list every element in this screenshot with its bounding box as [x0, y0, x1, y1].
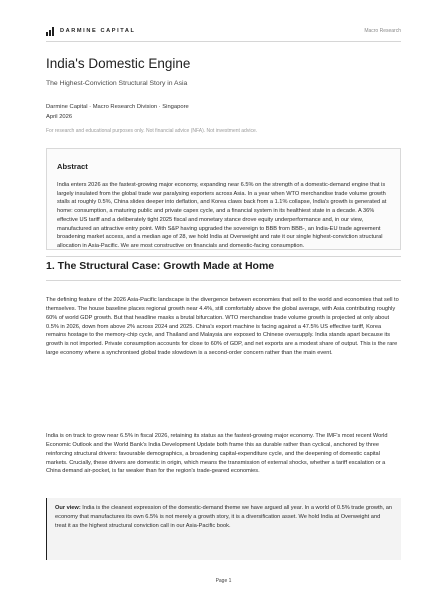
page-number: Page 1: [215, 578, 232, 584]
bar-chart-logo-icon: [46, 27, 54, 36]
header-divider: [46, 41, 401, 42]
section-heading: 1. The Structural Case: Growth Made at Home: [46, 260, 275, 272]
brand: [46, 27, 135, 36]
abstract-text: India enters 2026 as the fastest-growing major economy, expanding near 6.5% on the strength of a domestic-demand engine that is largely insulated from the global trade war paralysing exporters across Asia. In a year when WTO merchandise trade volume growth stalls at roughly 0.5%, China slides deeper into deflation, and Korea claws back from a 1.1% collapse, India's growth is generated at home: consumption, a maturing public and private capex cycle, and a financial system in its healthiest state in a decade. A 36% effective US tariff and a deliberately tight 2025 fiscal and monetary stance drove equity underperformance and, in our view, manufactured an attractive entry point. With S&P having upgraded the sovereign to BBB from BBB-, an India-EU trade agreement broadening market access, and a median age of 28, we hold India at Overweight and rate it our single highest-conviction structural allocation in Asia-Pacific. We are most constructive on financials and domestic-facing consumption.: [57, 182, 387, 249]
document-author-line: Darmine Capital · Macro Research Division · Singapore: [46, 104, 189, 110]
callout-text: India is the cleanest expression of the domestic-demand theme we have argued all year. In a world of 0.5% trade growth, an economy that manufactures its own 6.5% is not merely a growth story, it is a diversification asset. We hold India at Overweight and treat it as the highest structural conviction call in our Asia-Pacific book.: [55, 505, 393, 529]
document-title: India's Domestic Engine: [46, 56, 191, 71]
document-date: April 2026: [46, 114, 73, 120]
body-paragraph-1: The defining feature of the 2026 Asia-Pacific landscape is the divergence between economies that sell to the world and economies that sell to themselves. The house baseline places regional growth near 4.4%, still comfortably above the global average, with Asia contributing roughly 60% of world GDP growth. But that headline masks a brutal bifurcation. WTO merchandise trade volume growth is projected at only about 0.5% in 2026, down from above 2% across 2024 and 2025. China's export machine is facing against a 47.5% US effective tariff, Korea remains hostage to the memory-chip cycle, and Thailand and Malaysia are exposed to Chinese oversupply. India stands apart because its growth is not imported. Private consumption accounts for close to 60% of GDP, and net exports are a modest share of output. This is the rare large economy where a synchronised global trade slowdown is a second-order concern rather than the main event.: [46, 297, 399, 357]
section-divider: [46, 256, 401, 257]
document-subtitle: The Highest-Conviction Structural Story in Asia: [46, 80, 188, 87]
header-section-label: Macro Research: [364, 28, 401, 34]
body-paragraph-2: India is on track to grow near 6.5% in fiscal 2026, retaining its status as the fastest-growing major economy. The IMF's most recent World Economic Outlook and the World Bank's India Development Update both frame this as durable rather than cyclical, anchored by three reinforcing structural drivers: favourable demographics, a broadening capital-expenditure cycle, and the deepening of domestic capital markets. Crucially, these drivers are domestic in origin, which means the transmission of external shocks, whether a tariff escalation or a China demand air-pocket, is far weaker than for the region's trade-geared economies.: [46, 433, 388, 475]
page-header: [46, 24, 401, 38]
section-heading-underline: [46, 280, 401, 281]
abstract-box: [46, 148, 401, 250]
brand-name: DARMINE CAPITAL: [60, 28, 136, 34]
disclaimer: For research and educational purposes only. Not financial advice (NFA). Not investment advice.: [46, 128, 258, 134]
our-view-callout: [46, 498, 401, 560]
callout-label: Our view:: [55, 505, 81, 511]
abstract-heading: Abstract: [57, 162, 88, 171]
